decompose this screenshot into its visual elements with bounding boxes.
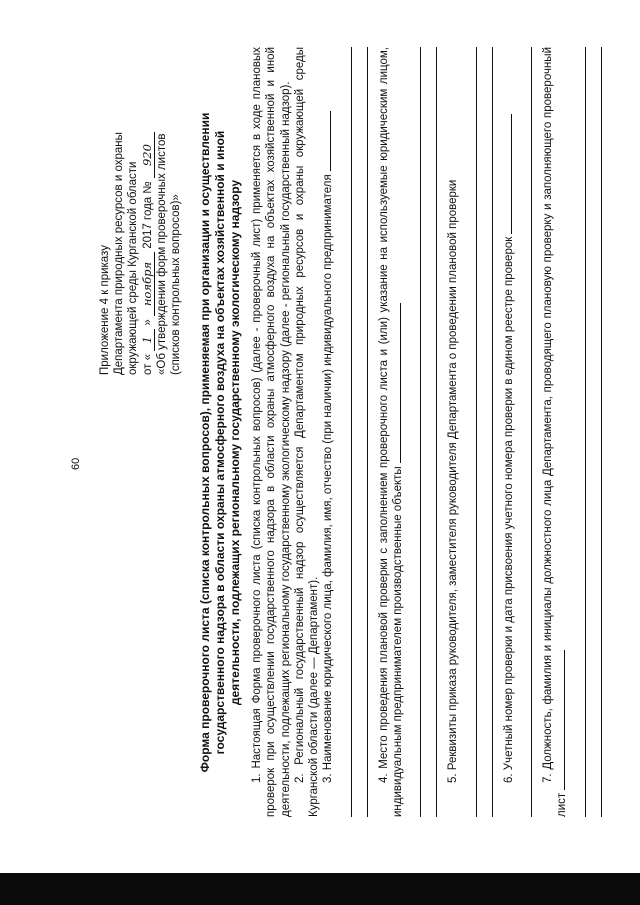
fill-line [564, 650, 565, 790]
paragraph-2: 2. Региональный государственный надзор осуществляется Департаментом природных ресурсов и охраны окружающей среды Курганской области (далее — Департамент). [293, 47, 321, 817]
form-body [250, 47, 602, 817]
fill-line [588, 47, 602, 817]
handwritten-day: 1 [140, 329, 155, 351]
paragraph-1: 1. Настоящая Форма проверочного листа (списка контрольных вопросов) (далее - проверочный лист) применяется в ходе плановых проверок при осуществлении государственного надзора в области охраны атмосферного воздуха на объектах хозяйственной и иной деятельности, подлежащих региональному государственному экологическому надзору (далее - региональный государственный надзор). [251, 47, 292, 817]
date-year: 2017 года № [142, 181, 154, 249]
paragraph-5: 5. Реквизиты приказа руководителя, заместителя руководителя Департамента о проведении плановой проверки [447, 179, 460, 783]
fill-line [400, 303, 401, 463]
date-prefix: от « [142, 353, 154, 375]
appendix-header [98, 60, 183, 375]
appendix-line: Приложение 4 к приказу [99, 245, 111, 375]
date-mid: » [142, 319, 154, 326]
fill-line [330, 111, 331, 171]
fill-line [407, 47, 421, 817]
fill-line [511, 114, 512, 234]
paragraph-6 [502, 47, 516, 817]
appendix-line: (списков контрольных вопросов)» [170, 194, 182, 375]
handwritten-month: ноября [140, 252, 155, 316]
fill-line [479, 47, 493, 817]
form-title: Форма проверочного листа (списка контрольных вопросов), применяемая при организации и осуществлении государственного надзора в области охраны атмосферного воздуха на объектах хозяйственной и иной деятельности, подлежащих региональному государственному экологическому надзору [198, 112, 242, 773]
paragraph-3-text: 3. Наименование юридического лица, фамилия, имя, отчество (при наличии) индивидуального предпринимателя [322, 174, 335, 783]
fill-line [572, 47, 586, 817]
paragraph-4-text: 4. Место проведения плановой проверки с заполнением проверочного листа и (или) указание на используемые юридическим лицом, индивидуальным предпринимателем производственные объекты [377, 47, 405, 817]
fill-line [423, 47, 437, 817]
page-number: 60 [70, 457, 82, 470]
appendix-date-line [140, 60, 155, 375]
paragraph-4 [377, 47, 406, 817]
appendix-line: Департамента природных ресурсов и охраны [113, 132, 125, 375]
paragraph-7-text: 7. Должность, фамилия и инициалы должностного лица Департамента, проводящего плановую проверку и заполняющего проверочный лист [541, 47, 569, 817]
fill-line [338, 47, 352, 817]
handwritten-order-number: 920 [140, 132, 155, 178]
fill-line [463, 47, 477, 817]
paragraph-3 [321, 47, 335, 817]
paragraph-6-text: 6. Учетный номер проверки и дата присвоения учетного номера проверки в едином реестре проверок [502, 236, 515, 783]
appendix-line: «Об утверждении форм проверочных листов [156, 133, 168, 375]
fill-line [354, 47, 368, 817]
paragraph-7 [541, 47, 570, 817]
appendix-line: окружающей среды Курганской области [127, 161, 139, 375]
fill-line [518, 47, 532, 817]
